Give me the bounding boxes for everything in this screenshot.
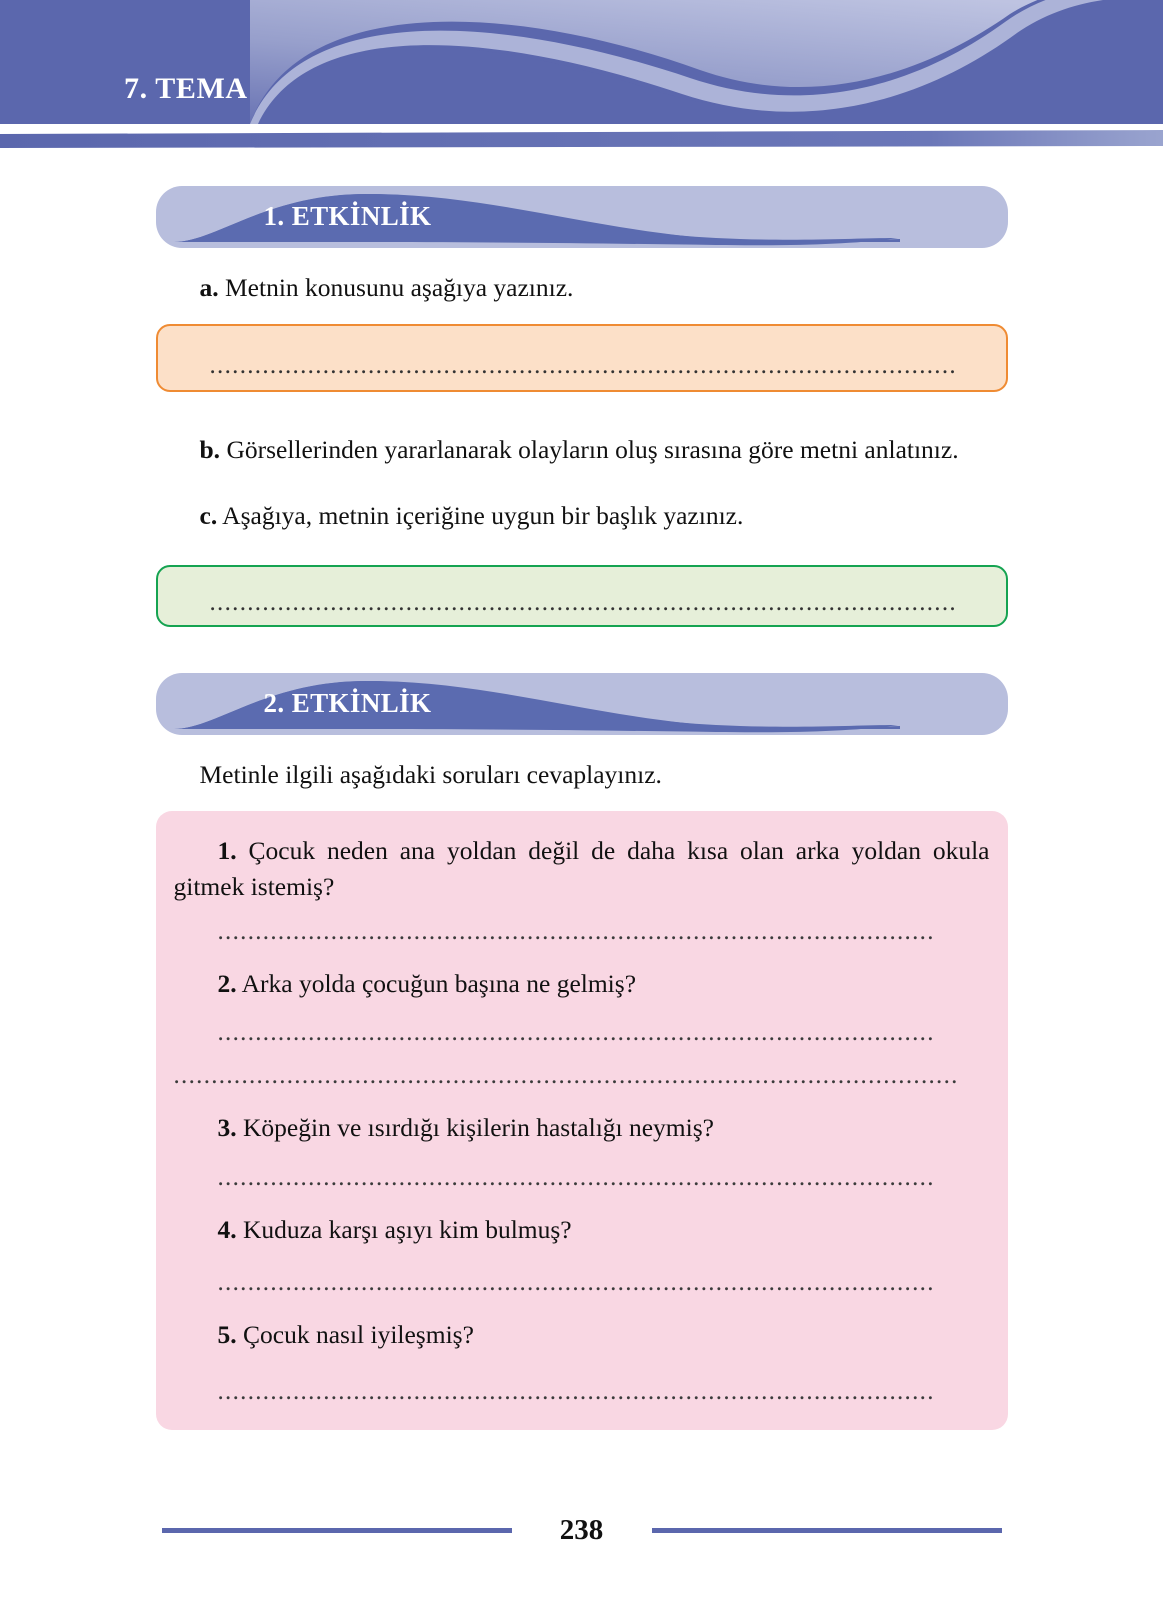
question-5-number: 5. bbox=[217, 1319, 237, 1349]
question-1 bbox=[174, 833, 990, 905]
question-4-number: 4. bbox=[217, 1214, 237, 1244]
question-3-answer-line[interactable]: ............................................................................................... bbox=[217, 1164, 935, 1190]
item-a-text: Metnin konusunu aşağıya yazınız. bbox=[218, 273, 574, 302]
question-4 bbox=[174, 1212, 990, 1248]
item-c-lead: c. bbox=[199, 501, 218, 531]
page-footer bbox=[0, 1510, 1163, 1550]
answer-dots-line: ................................................................................................... bbox=[209, 353, 957, 379]
item-b-text: Görsellerinden yararlanarak olayların oluş sırasına göre metni anlatınız. bbox=[220, 435, 959, 465]
page-content bbox=[0, 152, 1163, 1430]
question-3-text: Köpeğin ve ısırdığı kişilerin hastalığı neymiş? bbox=[236, 1113, 714, 1143]
question-2-answer-line[interactable]: ............................................................................................... bbox=[217, 1020, 935, 1046]
activity-2-header bbox=[156, 673, 1008, 735]
question-2 bbox=[174, 966, 990, 1002]
question-1-answer-line[interactable]: ............................................................................................... bbox=[217, 919, 935, 945]
activity-1-header bbox=[156, 186, 1008, 248]
answer-box-baslik[interactable] bbox=[156, 565, 1008, 627]
item-b-lead: b. bbox=[199, 435, 221, 465]
activity-1-label-text: 1. ETKİNLİK bbox=[263, 201, 432, 231]
activity-2-label bbox=[264, 689, 432, 719]
question-2-answer-line[interactable]: ........................................................................................................ bbox=[173, 1063, 959, 1089]
question-1-text: Çocuk neden ana yoldan değil de daha kısa olan arka yoldan okula gitmek istemiş? bbox=[173, 835, 990, 902]
question-2-text: Arka yolda çocuğun başına ne gelmiş? bbox=[236, 969, 637, 999]
question-4-answer-line[interactable]: ............................................................................................... bbox=[217, 1269, 935, 1295]
question-block bbox=[156, 811, 1008, 1430]
question-1-number: 1. bbox=[217, 835, 237, 865]
question-5-text: Çocuk nasıl iyileşmiş? bbox=[236, 1319, 474, 1349]
footer-rule-right bbox=[652, 1528, 1002, 1533]
activity-1-label bbox=[264, 202, 432, 232]
activity-1-item-c bbox=[156, 498, 1008, 534]
question-4-text: Kuduza karşı aşıyı kim bulmuş? bbox=[236, 1214, 572, 1244]
page-title: 7. TEMA bbox=[124, 72, 248, 105]
question-2-number: 2. bbox=[217, 969, 237, 999]
activity-2-instruction: Metinle ilgili aşağıdaki soruları cevaplayınız. bbox=[199, 759, 662, 789]
item-c-text: Aşağıya, metnin içeriğine uygun bir başlık yazınız. bbox=[217, 501, 744, 531]
question-5-answer-line[interactable]: ............................................................................................... bbox=[217, 1379, 935, 1405]
question-3 bbox=[174, 1110, 990, 1146]
answer-box-konu[interactable] bbox=[156, 324, 1008, 392]
footer-rule-left bbox=[162, 1528, 512, 1533]
activity-2-label-text: 2. ETKİNLİK bbox=[263, 687, 432, 718]
question-3-number: 3. bbox=[217, 1113, 237, 1143]
activity-1-item-b bbox=[156, 432, 1008, 468]
activity-1-item-a bbox=[156, 270, 1008, 306]
page-header bbox=[0, 0, 1163, 152]
item-a-lead: a. bbox=[199, 273, 219, 302]
page-number: 238 bbox=[559, 1513, 604, 1546]
question-5 bbox=[174, 1317, 990, 1353]
answer-dots-line: ................................................................................................... bbox=[209, 589, 957, 615]
